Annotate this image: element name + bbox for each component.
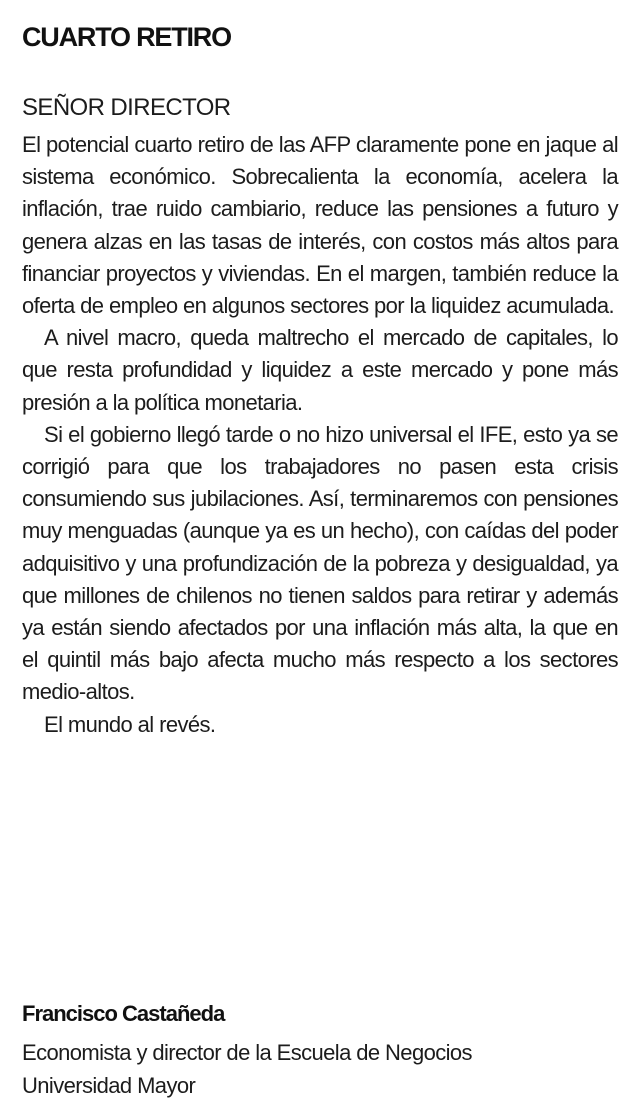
author-role [22,1036,622,1102]
letter-paragraph-1: El potencial cuarto retiro de las AFP claramente pone en jaque al sistema económico. Sobrecalienta la economía, acelera la inflación, trae ruido cambiario, reduce las pensiones a futuro y genera alzas en las tasas de interés, con costos más altos para financiar proyectos y viviendas. En el margen, también reduce la oferta de empleo en algunos sectores por la liquidez acumulada. [22,132,618,319]
author-role-line-2: Universidad Mayor [22,1073,196,1098]
letter-paragraph-4: El mundo al revés. [44,711,216,737]
letter-headline: CUARTO RETIRO [22,22,231,52]
letter-paragraph-2: A nivel macro, queda maltrecho el mercado de capitales, lo que resta profundidad y liquidez a este mercado y pone más presión a la política monetaria. [22,325,618,415]
letter-body [22,129,618,741]
letter-paragraph-3: Si el gobierno llegó tarde o no hizo universal el IFE, esto ya se corrigió para que los trabajadores no pasen esta crisis consumiendo sus jubilaciones. Así, terminaremos con pensiones muy menguadas (aunque ya es un hecho), con caídas del poder adquisitivo y una profundización de la pobreza y desigualdad, ya que millones de chilenos no tienen saldos para retirar y además ya están siendo afectados por una inflación más alta, la que en el quintil más bajo afecta mucho más respecto a los sectores medio-altos. [22,421,618,705]
author-role-line-1: Economista y director de la Escuela de Negocios [22,1040,472,1065]
author-name: Francisco Castañeda [22,1001,225,1026]
letter-salutation: SEÑOR DIRECTOR [22,94,231,121]
